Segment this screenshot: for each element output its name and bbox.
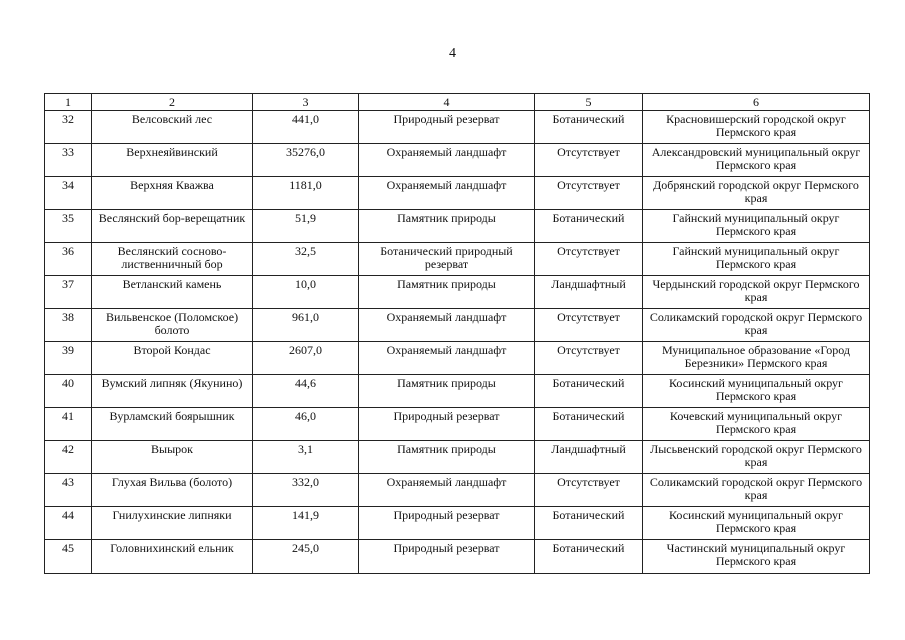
column-header: 2: [92, 94, 253, 111]
area-category: Памятник природы: [359, 375, 535, 408]
area-name: Вильвенское (Поломское) болото: [92, 309, 253, 342]
protected-areas-table: [44, 93, 870, 574]
table-row: [45, 408, 870, 441]
row-number: 34: [45, 177, 92, 210]
area-name: Глухая Вильва (болото): [92, 474, 253, 507]
area-profile: Ландшафтный: [535, 276, 643, 309]
area-size: 441,0: [253, 111, 359, 144]
area-location: Соликамский городской округ Пермского края: [643, 474, 870, 507]
area-size: 10,0: [253, 276, 359, 309]
area-location: Соликамский городской округ Пермского края: [643, 309, 870, 342]
column-header: 6: [643, 94, 870, 111]
area-category: Охраняемый ландшафт: [359, 144, 535, 177]
table-row: [45, 177, 870, 210]
area-size: 32,5: [253, 243, 359, 276]
area-name: Второй Кондас: [92, 342, 253, 375]
area-profile: Ботанический: [535, 408, 643, 441]
area-size: 245,0: [253, 540, 359, 574]
area-location: Кочевский муниципальный округ Пермского края: [643, 408, 870, 441]
table-row: [45, 210, 870, 243]
area-size: 1181,0: [253, 177, 359, 210]
table-row: [45, 540, 870, 574]
area-location: Муниципальное образование «Город Березники» Пермского края: [643, 342, 870, 375]
area-category: Природный резерват: [359, 540, 535, 574]
area-location: Косинский муниципальный округ Пермского края: [643, 375, 870, 408]
area-size: 2607,0: [253, 342, 359, 375]
area-profile: Отсутствует: [535, 309, 643, 342]
area-size: 51,9: [253, 210, 359, 243]
row-number: 37: [45, 276, 92, 309]
row-number: 33: [45, 144, 92, 177]
column-header: 5: [535, 94, 643, 111]
row-number: 44: [45, 507, 92, 540]
row-number: 43: [45, 474, 92, 507]
area-location: Чердынский городской округ Пермского края: [643, 276, 870, 309]
area-name: Головнихинский ельник: [92, 540, 253, 574]
area-name: Вумский липняк (Якунино): [92, 375, 253, 408]
area-name: Ветланский камень: [92, 276, 253, 309]
area-category: Природный резерват: [359, 111, 535, 144]
area-name: Веслянский сосново-лиственничный бор: [92, 243, 253, 276]
area-location: Частинский муниципальный округ Пермского края: [643, 540, 870, 574]
area-name: Выырок: [92, 441, 253, 474]
area-profile: Ботанический: [535, 210, 643, 243]
area-profile: Ландшафтный: [535, 441, 643, 474]
column-header: 3: [253, 94, 359, 111]
area-name: Верхнеяйвинский: [92, 144, 253, 177]
area-name: Вурламский боярышник: [92, 408, 253, 441]
table-row: [45, 474, 870, 507]
area-category: Памятник природы: [359, 441, 535, 474]
area-size: 3,1: [253, 441, 359, 474]
area-location: Гайнский муниципальный округ Пермского края: [643, 210, 870, 243]
area-name: Верхняя Кважва: [92, 177, 253, 210]
area-profile: Отсутствует: [535, 144, 643, 177]
row-number: 40: [45, 375, 92, 408]
area-category: Охраняемый ландшафт: [359, 177, 535, 210]
table-row: [45, 375, 870, 408]
area-profile: Отсутствует: [535, 342, 643, 375]
area-category: Памятник природы: [359, 276, 535, 309]
table-row: [45, 243, 870, 276]
table-row: [45, 507, 870, 540]
area-category: Охраняемый ландшафт: [359, 342, 535, 375]
table-row: [45, 144, 870, 177]
area-profile: Ботанический: [535, 507, 643, 540]
area-name: Велсовский лес: [92, 111, 253, 144]
area-category: Охраняемый ландшафт: [359, 309, 535, 342]
area-profile: Ботанический: [535, 540, 643, 574]
row-number: 45: [45, 540, 92, 574]
area-category: Памятник природы: [359, 210, 535, 243]
row-number: 39: [45, 342, 92, 375]
area-location: Добрянский городской округ Пермского края: [643, 177, 870, 210]
table-row: [45, 342, 870, 375]
area-location: Красновишерский городской округ Пермского края: [643, 111, 870, 144]
row-number: 36: [45, 243, 92, 276]
area-profile: Отсутствует: [535, 177, 643, 210]
row-number: 35: [45, 210, 92, 243]
area-profile: Ботанический: [535, 111, 643, 144]
row-number: 41: [45, 408, 92, 441]
table-row: [45, 111, 870, 144]
area-category: Ботанический природный резерват: [359, 243, 535, 276]
table-row: [45, 309, 870, 342]
area-profile: Ботанический: [535, 375, 643, 408]
row-number: 38: [45, 309, 92, 342]
area-size: 35276,0: [253, 144, 359, 177]
area-category: Природный резерват: [359, 408, 535, 441]
area-category: Природный резерват: [359, 507, 535, 540]
row-number: 42: [45, 441, 92, 474]
table-header-row: [45, 94, 870, 111]
area-location: Александровский муниципальный округ Пермского края: [643, 144, 870, 177]
table-row: [45, 276, 870, 309]
area-size: 46,0: [253, 408, 359, 441]
area-location: Косинский муниципальный округ Пермского края: [643, 507, 870, 540]
page-number: 4: [449, 46, 456, 61]
area-size: 141,9: [253, 507, 359, 540]
area-profile: Отсутствует: [535, 243, 643, 276]
area-category: Охраняемый ландшафт: [359, 474, 535, 507]
area-name: Веслянский бор-верещатник: [92, 210, 253, 243]
area-name: Гнилухинские липняки: [92, 507, 253, 540]
column-header: 4: [359, 94, 535, 111]
area-profile: Отсутствует: [535, 474, 643, 507]
area-size: 332,0: [253, 474, 359, 507]
table-row: [45, 441, 870, 474]
area-location: Лысьвенский городской округ Пермского края: [643, 441, 870, 474]
area-size: 961,0: [253, 309, 359, 342]
row-number: 32: [45, 111, 92, 144]
column-header: 1: [45, 94, 92, 111]
area-location: Гайнский муниципальный округ Пермского края: [643, 243, 870, 276]
area-size: 44,6: [253, 375, 359, 408]
